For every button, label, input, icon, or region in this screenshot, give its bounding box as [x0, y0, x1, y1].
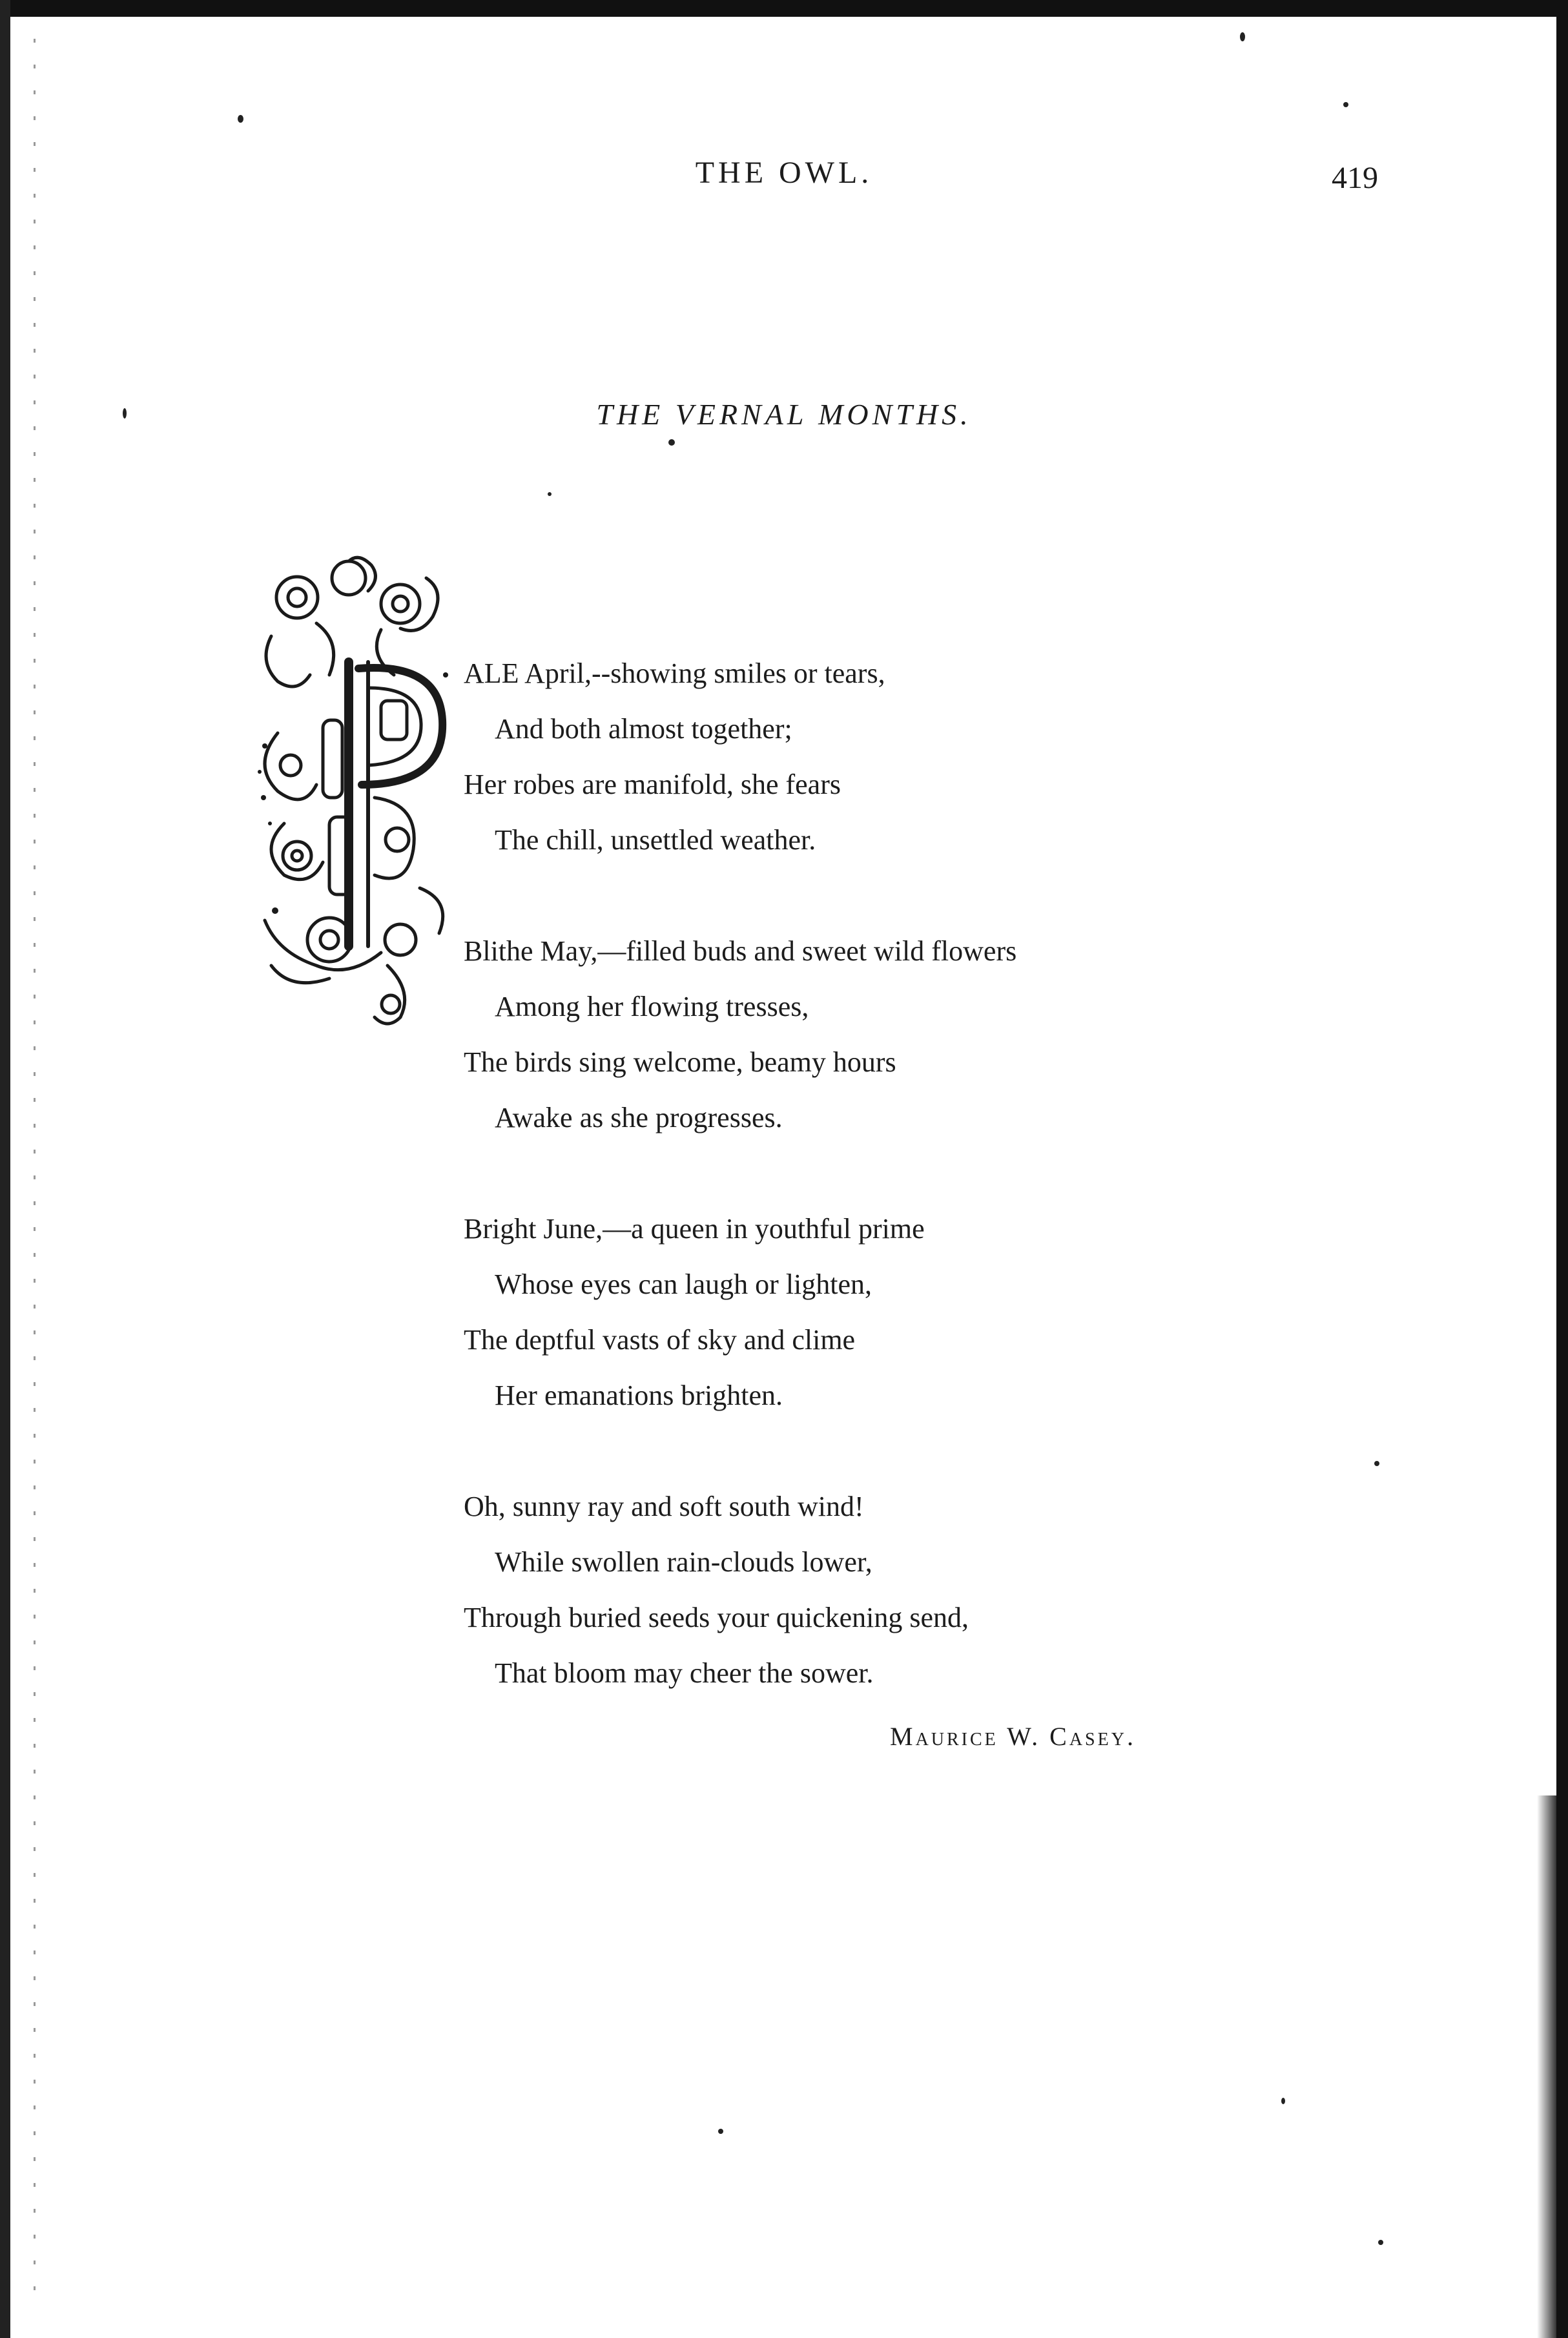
poem-line: Whose eyes can laugh or lighten, [495, 1268, 872, 1300]
poem-line: Oh, sunny ray and soft south wind! [464, 1491, 864, 1522]
scan-right-shadow [1537, 1795, 1556, 2338]
poem-line: Her robes are manifold, she fears [464, 769, 841, 800]
scan-speck [668, 439, 675, 446]
poem-line: Through buried seeds your quickening send, [464, 1602, 969, 1633]
poem-line: Bright June,—a queen in youthful prime [464, 1213, 925, 1245]
poem-line: ALE April,--showing smiles or tears, [464, 657, 885, 689]
stanza [464, 1479, 1432, 1701]
poem-line: That bloom may cheer the sower. [495, 1657, 874, 1689]
stanza [464, 924, 1432, 1146]
poem-author: Maurice W. Casey. [890, 1722, 1136, 1751]
poem-line: Her emanations brighten. [495, 1380, 783, 1411]
poem-body [464, 646, 1432, 1757]
scan-top-border [0, 0, 1568, 17]
poem-line: Awake as she progresses. [495, 1102, 783, 1133]
poem-line: Among her flowing tresses, [495, 991, 809, 1022]
scan-speck [1343, 102, 1348, 107]
scan-speck [1378, 2240, 1383, 2245]
scan-right-border [1556, 0, 1568, 2338]
poem-line: The birds sing welcome, beamy hours [464, 1046, 896, 1078]
stanza [464, 1201, 1432, 1423]
scan-speck [238, 115, 243, 123]
poem-line: While swollen rain-clouds lower, [495, 1546, 872, 1578]
poem-line: And both almost together; [495, 713, 792, 745]
scan-speck [1240, 32, 1245, 41]
ornamental-drop-cap [252, 552, 465, 1030]
running-head: THE OWL. [695, 156, 873, 190]
stanza [464, 646, 1432, 868]
scan-left-border [0, 0, 10, 2338]
poem-line: Blithe May,—filled buds and sweet wild flowers [464, 935, 1017, 967]
scan-speck [548, 492, 552, 496]
scan-speck [1281, 2098, 1285, 2104]
poem-line: The deptful vasts of sky and clime [464, 1324, 856, 1356]
poem-title: THE VERNAL MONTHS. [596, 398, 972, 431]
scan-left-noise [34, 39, 36, 2299]
scan-speck [718, 2129, 723, 2134]
poem-line: The chill, unsettled weather. [495, 824, 816, 856]
page-number: 419 [1332, 161, 1378, 195]
